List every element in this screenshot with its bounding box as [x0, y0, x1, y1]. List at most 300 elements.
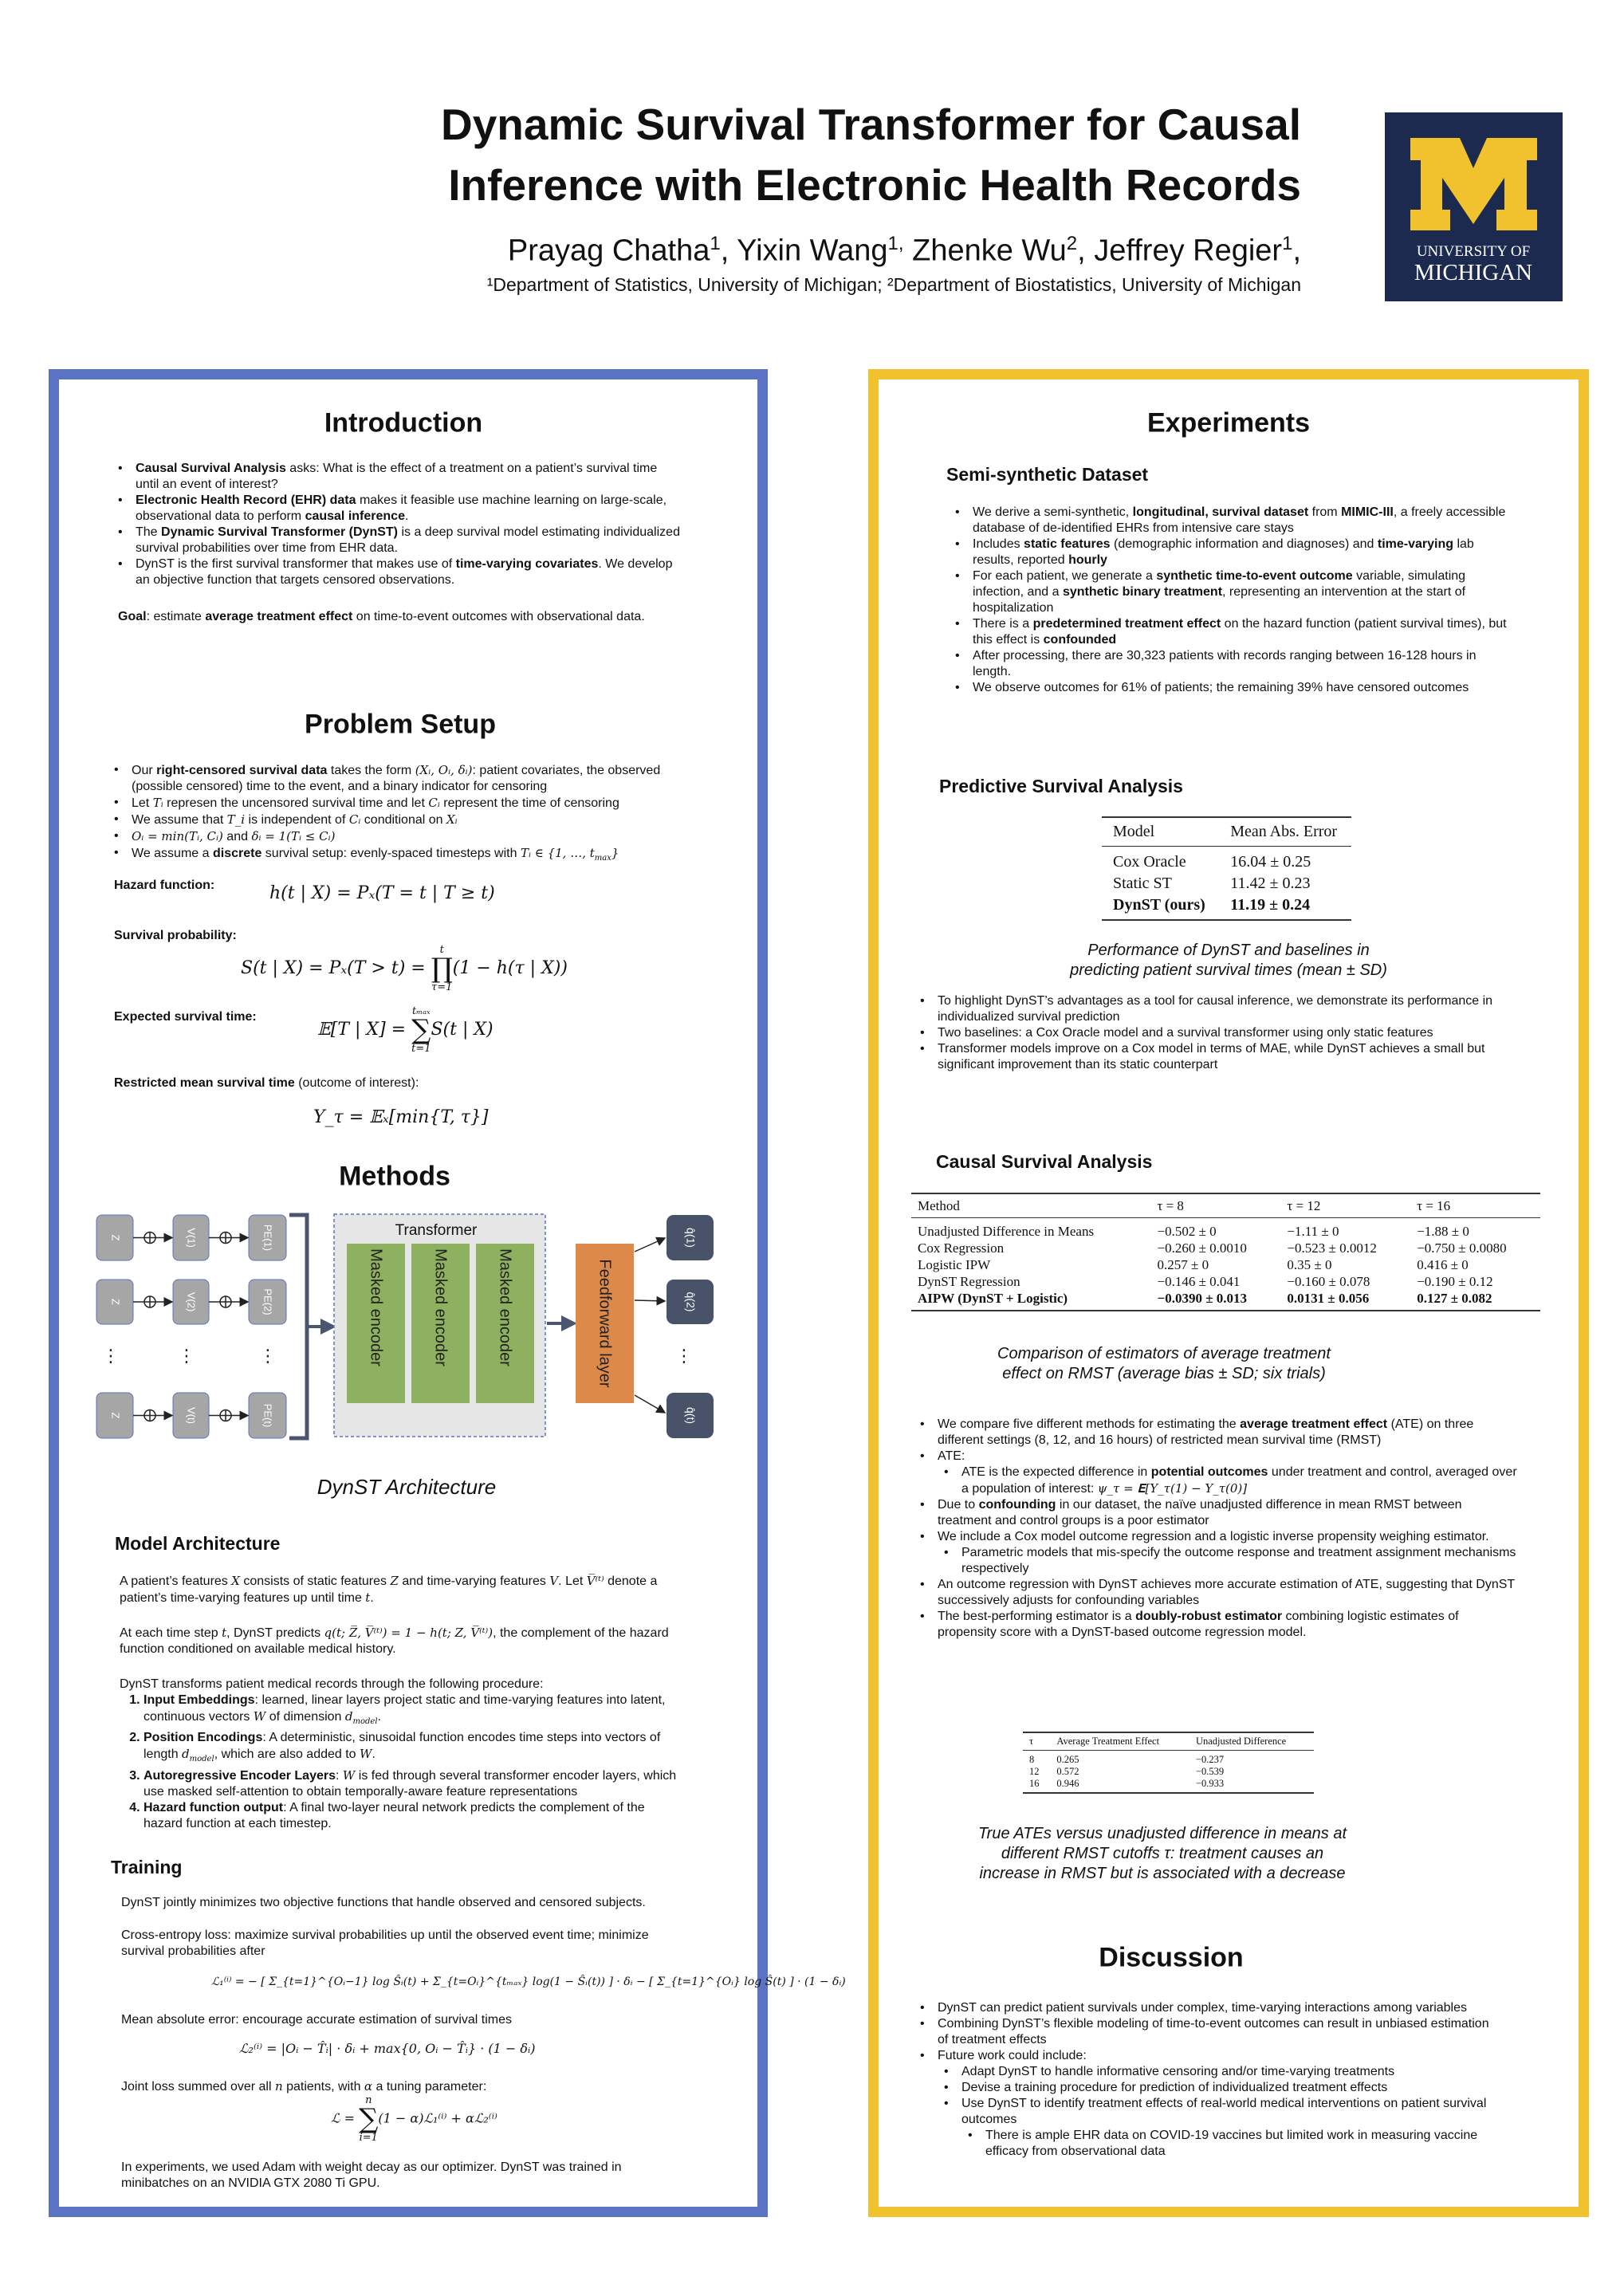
text-run: consists of static features [239, 1575, 391, 1588]
table-cell: 0.35 ± 0 [1287, 1257, 1332, 1272]
text-run: . [404, 509, 409, 523]
list-item [955, 680, 1517, 696]
model-paragraph-1 [120, 1573, 662, 1606]
bold-text: Input Embeddings [144, 1693, 255, 1707]
table-cell: 0.572 [1056, 1766, 1079, 1777]
math-text [254, 1709, 265, 1724]
math-text [587, 1574, 604, 1588]
text-run: We compare five different methods for estimating the [938, 1417, 1241, 1431]
list-item [920, 2016, 1494, 2048]
list-item [144, 1767, 686, 1800]
bold-text: time-varying covariates [455, 557, 599, 571]
math-run: t [365, 1590, 371, 1605]
list-item [114, 812, 688, 828]
ate-table-caption [978, 1824, 1347, 1884]
author-affiliation-mark: 1 [1282, 233, 1293, 254]
table-row [1023, 1766, 1314, 1778]
bold-text: synthetic time-to-event outcome [1156, 569, 1353, 583]
formula-lhs: ℒ = [331, 2110, 360, 2126]
math-run: (Xᵢ, Oᵢ, δᵢ) [415, 763, 473, 777]
text-run: : patient covariates, the observed (possible censored) time to the event, and a binary indicator for censoring [132, 764, 661, 793]
text-run: (ATE) on three different settings (8, 12, and 16 hours) of restricted mean survival time (RMST) [938, 1417, 1474, 1447]
table-cell: −0.260 ± 0.0010 [1157, 1240, 1247, 1256]
time-varying-feature-label: V(t) [185, 1407, 198, 1424]
lower-limit: i=1 [359, 2132, 378, 2144]
output-label: q̂(2) [684, 1292, 698, 1312]
text-run: lab results, reported [973, 537, 1474, 567]
bold-text: Electronic Health Record (EHR) data [136, 493, 356, 507]
masked-encoder-label: Masked encoder [431, 1248, 450, 1366]
math-run: Z [390, 1574, 399, 1588]
model-paragraph-3: DynST transforms patient medical records through the following procedure: [120, 1677, 544, 1691]
author-affiliation-mark: 2 [1066, 233, 1078, 254]
table-cell: 11.19 ± 0.24 [1230, 896, 1311, 914]
table-cell: −0.146 ± 0.041 [1157, 1274, 1241, 1289]
bold-text: static features [1024, 537, 1111, 551]
list-item [944, 1464, 1518, 1497]
methods-heading: Methods [339, 1161, 450, 1192]
text-run: We assume a [132, 847, 213, 860]
author-name: Prayag Chatha [507, 234, 710, 268]
list-item [920, 1497, 1518, 1529]
text-run: There is ample EHR data on COVID-19 vaccines but limited work in measuring vaccine efficacy from observational data [985, 2129, 1478, 2158]
ellipsis: ⋮ [259, 1347, 277, 1366]
mae-loss-formula: ℒ₂⁽ⁱ⁾ = |Oᵢ − T̂ᵢ| · δᵢ + max{0, Oᵢ − T̂ᵢ} · (1 − δᵢ) [239, 2041, 536, 2056]
text-run: We assume that [132, 813, 227, 827]
text-run: . We develop an objective function that targets censored observations. [136, 557, 673, 587]
math-run: W [253, 1709, 266, 1724]
bold-text: Hazard function output [144, 1801, 284, 1814]
text-run: Combining DynST’s flexible modeling of time-to-event outcomes can result in unbiased estimation of treatment effects [938, 2017, 1489, 2046]
table-cell: 0.946 [1056, 1778, 1079, 1789]
formula-lhs: S(t | X) = Pₓ(T > t) = [241, 958, 431, 978]
table-row [1102, 873, 1351, 894]
column-header: Average Treatment Effect [1050, 1732, 1189, 1751]
bold-text: MIMIC-III [1341, 505, 1394, 519]
bold-text: average treatment effect [205, 610, 353, 623]
semi-synthetic-dataset-heading: Semi-synthetic Dataset [946, 464, 1149, 485]
list-item [118, 556, 680, 588]
university-of-michigan-logo [1385, 112, 1563, 301]
joint-loss-formula [331, 2095, 497, 2143]
text-run: is a deep survival model estimating individualized survival probabilities over time from EHR data. [136, 525, 680, 555]
table-row [911, 1240, 1540, 1256]
table-cell: Unadjusted Difference in Means [918, 1224, 1095, 1239]
table-cell: −0.160 ± 0.078 [1287, 1274, 1370, 1289]
text-run: We observe outcomes for 61% of patients; the remaining 39% have censored outcomes [973, 681, 1469, 694]
text-run: Use DynST to identify treatment effects of real-world medical interventions on patient survival outcomes [961, 2097, 1487, 2126]
text-run: A patient’s features [120, 1575, 232, 1588]
math-text [446, 812, 458, 827]
caption-line: effect on RMST (average bias ± SD; six trials) [1002, 1365, 1326, 1382]
bold-text: synthetic binary treatment [1062, 585, 1223, 599]
table-cell: Cox Regression [918, 1240, 1005, 1256]
text-run: on the hazard function (patient survival times), but this effect is [973, 617, 1507, 647]
table-cell: −1.11 ± 0 [1287, 1224, 1339, 1239]
text-run: Includes [973, 537, 1024, 551]
math-run: W [360, 1747, 372, 1761]
bold-text: average treatment effect [1240, 1417, 1388, 1431]
list-item [920, 1529, 1518, 1545]
text-run: is fed through several transformer encoder layers, which use masked self-attention to obtain temporally-aware feature representations [144, 1769, 677, 1799]
text-run: DynST is the first survival transformer that makes use of [136, 557, 456, 571]
column-header: Unadjusted Difference [1189, 1732, 1314, 1751]
table-cell: Static ST [1113, 875, 1172, 892]
math-run: V [549, 1574, 559, 1588]
time-varying-feature-label: V(1) [185, 1228, 198, 1248]
bold-text: doubly-robust estimator [1135, 1610, 1283, 1623]
bold-text: confounding [978, 1498, 1056, 1512]
caption-line: increase in RMST but is associated with a decrease [979, 1865, 1346, 1882]
math-text [153, 796, 163, 810]
table-cell: 16 [1029, 1778, 1040, 1789]
author-affiliation-mark: 1, [887, 233, 904, 254]
list-item [114, 845, 688, 867]
bold-text: Autoregressive Encoder Layers [144, 1769, 336, 1783]
math-run: Tᵢ ∈ {1, …, t [520, 846, 595, 860]
math-text [349, 812, 361, 827]
author-name: Zhenke Wu [903, 234, 1067, 268]
table-header-row [911, 1193, 1540, 1218]
bold-text: predetermined treatment effect [1032, 617, 1221, 631]
caption-line: different RMST cutoffs τ: treatment causes an [1001, 1845, 1324, 1862]
text-run: We derive a semi-synthetic, [973, 505, 1133, 519]
svg-text:MICHIGAN: MICHIGAN [1414, 260, 1533, 285]
math-run: V̅⁽ᵗ⁾ [586, 1574, 604, 1588]
predictive-bullets [920, 993, 1514, 1073]
table-cell: −0.0390 ± 0.013 [1157, 1291, 1248, 1306]
list-item [920, 1449, 1518, 1464]
math-text [132, 829, 223, 843]
rmst-formula: Y_τ = 𝔼ₓ[min{T, τ}] [313, 1107, 489, 1127]
text-run: ATE is the expected difference in [961, 1465, 1151, 1479]
math-text [275, 2079, 283, 2094]
list-item [920, 1025, 1514, 1041]
table-cell: Cox Oracle [1113, 853, 1186, 871]
predictive-survival-heading: Predictive Survival Analysis [939, 776, 1183, 796]
experiments-heading: Experiments [1146, 407, 1311, 438]
table-cell: 0.257 ± 0 [1157, 1257, 1209, 1272]
math-run: n [274, 2079, 283, 2094]
math-run: ψ_τ = 𝐄[Y_τ(1) − Y_τ(0)] [1097, 1481, 1248, 1496]
bold-text: confounded [1043, 633, 1117, 647]
big-operator [359, 2095, 378, 2143]
table-row [1023, 1751, 1314, 1767]
lower-limit: t=1 [411, 1043, 431, 1055]
text-run: An outcome regression with DynST achieves more accurate estimation of ATE, suggesting that DynST successively adjusts for confounding variables [938, 1578, 1515, 1607]
svg-text:UNIVERSITY OF: UNIVERSITY OF [1416, 243, 1531, 260]
training-paragraph-5: In experiments, we used Adam with weight decay as our optimizer. DynST was trained in minibatches on an NVIDIA GTX 2080 Ti GPU. [121, 2160, 622, 2190]
list-item [114, 762, 688, 795]
affiliations: ¹Department of Statistics, University of Michigan; ²Department of Biostatistics, University of Michigan [486, 274, 1301, 295]
text-run: , representing an intervention at the start of hospitalization [973, 585, 1466, 615]
table-row [911, 1218, 1540, 1240]
math-text [1098, 1481, 1247, 1496]
math-run: d [344, 1709, 353, 1724]
title-line-1: Dynamic Survival Transformer for Causal [440, 100, 1301, 149]
poster-title [441, 94, 1301, 215]
caption-line: Comparison of estimators of average treatment [997, 1345, 1331, 1362]
title-line-2: Inference with Electronic Health Records [448, 160, 1301, 210]
text-run: under treatment and control, averaged over a population of interest: [961, 1465, 1517, 1496]
text-run: on time-to-event outcomes with observational data. [352, 610, 645, 623]
expected-survival-formula [317, 1006, 493, 1054]
training-paragraph-4 [121, 2078, 486, 2095]
formula-rhs: (1 − h(τ | X)) [452, 958, 568, 978]
table-cell: −0.190 ± 0.12 [1417, 1274, 1493, 1289]
list-item [944, 2096, 1494, 2128]
predictive-table-caption [1070, 941, 1387, 981]
list-item [114, 795, 688, 812]
math-run: T_i [226, 812, 246, 827]
discussion-bullets [920, 2000, 1494, 2160]
cross-entropy-loss-formula: ℒ₁⁽ⁱ⁾ = − [ Σ_{t=1}^{Oᵢ−1} log Ŝᵢ(t) + Σ_{t=Oᵢ}^{tₘₐₓ} log(1 − Ŝᵢ(t)) ] · δᵢ − [ Σ_{t=1}^{Oᵢ} log Ŝ(t) ] · (1 − δᵢ) [211, 1976, 846, 1988]
math-run: Oᵢ = min(Tᵢ, Cᵢ) [132, 829, 223, 843]
expected-survival-label: Expected survival time: [114, 1010, 257, 1024]
table-cell: 16.04 ± 0.25 [1230, 853, 1311, 871]
bold-text: right-censored survival data [156, 764, 328, 777]
bold-text: Dynamic Survival Transformer (DynST) [161, 525, 398, 539]
time-varying-feature-label: V(2) [185, 1292, 198, 1312]
math-text [360, 1747, 372, 1761]
table-cell: Logistic IPW [918, 1257, 991, 1272]
bold-text: Causal Survival Analysis [136, 462, 286, 475]
list-item [944, 2064, 1494, 2080]
caption-line: True ATEs versus unadjusted difference in means at [977, 1825, 1347, 1842]
text-run: : estimate [146, 610, 206, 623]
text-run: variable, simulating infection, and a [973, 569, 1466, 599]
column-header: Mean Abs. Error [1219, 817, 1351, 847]
dynst-architecture-diagram [80, 1196, 733, 1459]
table-row [911, 1256, 1540, 1273]
bold-text: potential outcomes [1150, 1465, 1268, 1479]
math-text [345, 1709, 378, 1724]
list-item [920, 1609, 1518, 1641]
column-header: τ = 8 [1151, 1193, 1281, 1218]
text-run: (outcome of interest): [294, 1076, 419, 1090]
table-cell: 0.416 ± 0 [1417, 1257, 1469, 1272]
bold-text: Goal [118, 610, 147, 623]
predictive-results-table [1102, 816, 1351, 921]
upper-limit: tₘₐₓ [411, 1005, 431, 1017]
bold-text: discrete [212, 847, 262, 860]
text-run: The best-performing estimator is a [938, 1610, 1136, 1623]
table-row [911, 1273, 1540, 1290]
list-item [114, 828, 688, 845]
table-cell: 8 [1029, 1754, 1035, 1765]
causal-results-table [911, 1193, 1540, 1311]
operator-symbol: ∑ [411, 1014, 431, 1046]
masked-encoder-label: Masked encoder [367, 1248, 385, 1366]
math-run: Tᵢ [152, 796, 163, 810]
text-run: , the complement of the hazard function conditioned on available medical history. [120, 1626, 669, 1656]
survival-probability-label: Survival probability: [114, 929, 237, 942]
math-text [251, 829, 335, 843]
list-item [920, 993, 1514, 1025]
hazard-function-label: Hazard function: [114, 879, 215, 892]
math-run: δᵢ = 1(Tᵢ ≤ Cᵢ) [251, 829, 336, 843]
formula-rhs: (1 − α)ℒ₁⁽ⁱ⁾ + αℒ₂⁽ⁱ⁾ [378, 2110, 497, 2126]
text-run: Transformer models improve on a Cox model in terms of MAE, while DynST achieves a small but significant improvement than its static counterpart [938, 1042, 1485, 1071]
list-item [118, 525, 680, 556]
list-item [955, 648, 1517, 680]
author-name: , Yixin Wang [720, 234, 888, 268]
math-run: W [342, 1768, 356, 1783]
text-run: is independent of [245, 813, 349, 827]
discussion-heading: Discussion [1099, 1942, 1244, 1973]
text-run: of dimension [265, 1710, 345, 1724]
text-run: and time-varying features [398, 1575, 550, 1588]
text-run: combining logistic estimates of propensity score with a DynST-based outcome regression model. [938, 1610, 1459, 1639]
text-run: takes the form [327, 764, 415, 777]
author-affiliation-mark: 1 [710, 233, 721, 254]
math-text [343, 1768, 355, 1783]
text-run: and [222, 830, 252, 843]
text-run: from [1308, 505, 1342, 519]
position-encoding-label: PE(1) [261, 1224, 274, 1252]
math-subscript: model [189, 1755, 214, 1763]
bold-text: Restricted mean survival time [114, 1076, 295, 1090]
formula-lhs: 𝔼[T | X] = [317, 1020, 412, 1040]
list-item [118, 493, 680, 525]
math-text [231, 1574, 240, 1588]
column-header: τ [1023, 1732, 1050, 1751]
math-run: Cᵢ [428, 796, 440, 810]
table-cell: −0.502 ± 0 [1157, 1224, 1217, 1239]
text-run: , a freely accessible database of de-identified EHRs from intensive care stays [973, 505, 1506, 535]
upper-limit: n [365, 2094, 372, 2106]
column-header: τ = 12 [1280, 1193, 1410, 1218]
text-run: There is a [973, 617, 1033, 631]
list-item [144, 1693, 686, 1730]
math-run: } [611, 846, 619, 860]
table-cell: 11.42 ± 0.23 [1230, 875, 1311, 892]
column-header: Method [911, 1193, 1151, 1218]
problem-setup-heading: Problem Setup [305, 709, 496, 740]
math-text [324, 1626, 493, 1640]
table-cell: −0.750 ± 0.0080 [1417, 1240, 1507, 1256]
list-item [955, 537, 1517, 568]
text-run: Adapt DynST to handle informative censoring and/or time-varying treatments [961, 2065, 1395, 2078]
table-header-row [1023, 1732, 1314, 1751]
output-label: q̂(1) [684, 1228, 698, 1248]
text-run: For each patient, we generate a [973, 569, 1157, 583]
true-ate-table [1023, 1732, 1314, 1794]
list-item [920, 1041, 1514, 1073]
bold-text: longitudinal, survival dataset [1132, 505, 1309, 519]
list-item [968, 2128, 1494, 2160]
caption-line: predicting patient survival times (mean ± SD) [1070, 961, 1387, 979]
arrow [635, 1300, 665, 1301]
text-run: patients, with [282, 2080, 364, 2094]
math-run: α [364, 2079, 373, 2094]
list-item [944, 1545, 1518, 1577]
rmst-label [114, 1075, 419, 1091]
text-run: ATE: [938, 1449, 965, 1463]
table-cell: −1.88 ± 0 [1417, 1224, 1469, 1239]
upper-limit: t [439, 944, 444, 956]
causal-table-caption [997, 1344, 1331, 1384]
introduction-bullets [118, 461, 680, 588]
text-run: in our dataset, the naïve unadjusted difference in mean RMST between treatment and control groups is a poor estimator [938, 1498, 1462, 1527]
math-text [364, 2079, 372, 2094]
math-subscript: max [594, 854, 611, 863]
table-cell: 12 [1029, 1766, 1040, 1777]
text-run: survival setup: evenly-spaced timesteps with [261, 847, 521, 860]
table-cell: −0.523 ± 0.0012 [1287, 1240, 1377, 1256]
text-run: We include a Cox model outcome regression and a logistic inverse propensity weighing estimator. [938, 1530, 1489, 1543]
introduction-heading: Introduction [324, 407, 483, 438]
math-run: t [222, 1626, 227, 1640]
text-run: To highlight DynST’s advantages as a tool for causal inference, we demonstrate its performance in individualized survival prediction [938, 994, 1493, 1024]
feedforward-layer-label: Feedforward layer [596, 1259, 614, 1388]
text-run: a tuning parameter: [372, 2080, 487, 2094]
model-steps [120, 1693, 686, 1832]
table-cell: −0.539 [1195, 1766, 1225, 1777]
training-paragraph-1: DynST jointly minimizes two objective functions that handle observed and censored subjects. [121, 1896, 646, 1909]
position-encoding-label: PE(t) [261, 1403, 274, 1428]
math-run: d [182, 1747, 190, 1761]
goal-statement [118, 609, 724, 625]
authors [508, 233, 1301, 269]
text-run: Parametric models that mis-specify the outcome response and treatment assignment mechanisms respectively [961, 1546, 1516, 1575]
list-item [144, 1800, 686, 1832]
ellipsis: ⋮ [178, 1347, 195, 1366]
table-cell: AIPW (DynST + Logistic) [918, 1291, 1068, 1306]
table-row [1023, 1778, 1314, 1793]
text-run: Two baselines: a Cox Oracle model and a survival transformer using only static features [938, 1026, 1433, 1040]
math-text [227, 812, 245, 827]
transformer-label: Transformer [395, 1222, 478, 1239]
list-item [144, 1730, 686, 1767]
list-item [955, 505, 1517, 537]
text-run: Let [132, 796, 153, 810]
lower-limit: τ=1 [431, 981, 453, 993]
bold-text: time-varying [1377, 537, 1453, 551]
math-run: Xᵢ [446, 812, 458, 827]
text-run: conditional on [360, 813, 446, 827]
table-cell: −0.237 [1195, 1754, 1225, 1765]
list-item [955, 568, 1517, 616]
dataset-bullets [955, 505, 1517, 696]
text-run: : A deterministic, sinusoidal function encodes time steps into vectors of length [144, 1731, 661, 1761]
math-text [611, 846, 619, 860]
causal-bullets [920, 1417, 1518, 1641]
text-run: At each time step [120, 1626, 222, 1640]
text-run: Future work could include: [938, 2049, 1087, 2062]
math-text [428, 796, 440, 810]
table-cell: 0.265 [1056, 1754, 1079, 1765]
text-run: After processing, there are 30,323 patients with records ranging between 16-128 hours in length. [973, 649, 1477, 678]
column-header: Model [1102, 817, 1219, 847]
text-run: : A final two-layer neural network predicts the complement of the hazard function at each timestep. [144, 1801, 645, 1830]
text-run: The [136, 525, 162, 539]
operator-symbol: ∑ [359, 2103, 379, 2135]
text-run: Joint loss summed over all [121, 2080, 275, 2094]
bold-text: causal inference [305, 509, 405, 523]
table-cell: −0.933 [1195, 1778, 1225, 1789]
big-operator [431, 945, 453, 993]
input-bracket [289, 1215, 307, 1438]
arrow [635, 1395, 665, 1413]
causal-survival-heading: Causal Survival Analysis [936, 1151, 1153, 1172]
math-text [415, 763, 473, 777]
list-item [920, 2048, 1494, 2064]
text-run: represen the uncensored survival time and let [163, 796, 429, 810]
list-item [920, 2000, 1494, 2016]
masked-encoder-label: Masked encoder [496, 1248, 514, 1366]
math-text [520, 846, 611, 863]
